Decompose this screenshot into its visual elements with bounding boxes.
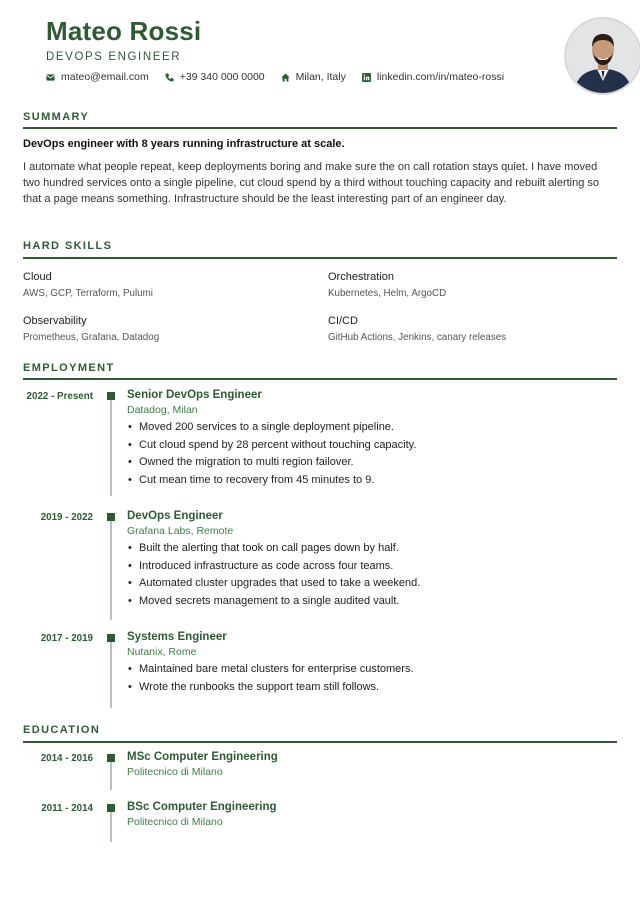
skill-cicd	[328, 315, 608, 343]
timeline-marker	[107, 392, 115, 400]
linkedin-icon	[362, 73, 371, 82]
profile-photo-illustration	[566, 19, 640, 93]
job-bullet: • Introduced infrastructure as code across four teams.	[127, 558, 607, 576]
education-entry	[127, 801, 607, 828]
skills-divider	[23, 257, 617, 259]
timeline-marker	[107, 513, 115, 521]
skill-orchestration	[328, 271, 608, 299]
edu-dates: 2011 - 2014	[41, 803, 93, 814]
job-entry	[127, 510, 607, 610]
job-bullet: • Cut cloud spend by 28 percent without touching capacity.	[127, 437, 607, 455]
job-dates: 2019 - 2022	[40, 512, 93, 523]
job-org: Datadog, Milan	[127, 404, 198, 416]
job-bullet: • Owned the migration to multi region failover.	[127, 454, 607, 472]
job-org: Grafana Labs, Remote	[127, 525, 234, 537]
candidate-role: DEVOPS ENGINEER	[46, 51, 182, 63]
timeline-segment	[110, 807, 112, 842]
education-heading: EDUCATION	[23, 724, 101, 736]
degree-title: MSc Computer Engineering	[127, 751, 278, 763]
job-bullet: • Maintained bare metal clusters for enterprise customers.	[127, 661, 607, 679]
skills-heading: HARD SKILLS	[23, 240, 113, 252]
contact-email[interactable]	[46, 71, 149, 83]
summary-lead: DevOps engineer with 8 years running infrastructure at scale.	[23, 138, 345, 150]
summary-body: I automate what people repeat, keep deployments boring and make sure the on call rotation stays quiet. I have moved two hundred services onto a single pipeline, cut cloud spend by a third without touching capacity and rebuilt alerting so that a page means something. Infrastructure should be the least interesting part of an engineer day.	[23, 161, 600, 205]
job-bullets	[127, 419, 607, 489]
skill-cloud	[23, 271, 303, 299]
contact-phone[interactable]	[165, 71, 265, 83]
employment-divider	[23, 378, 617, 380]
timeline-marker	[107, 634, 115, 642]
education-entry	[127, 751, 607, 778]
degree-title: BSc Computer Engineering	[127, 801, 277, 813]
job-title: DevOps Engineer	[127, 510, 223, 522]
timeline-segment	[110, 517, 112, 620]
job-title: Systems Engineer	[127, 631, 227, 643]
skill-list: Kubernetes, Helm, ArgoCD	[328, 288, 447, 299]
contact-location-text: Milan, Italy	[295, 71, 346, 83]
timeline-segment	[110, 638, 112, 708]
contact-linkedin-text: linkedin.com/in/mateo-rossi	[376, 71, 505, 83]
skill-list: GitHub Actions, Jenkins, canary releases	[328, 332, 507, 343]
timeline-marker	[107, 754, 115, 762]
school-name: Politecnico di Milano	[127, 816, 223, 828]
job-bullet: • Moved 200 services to a single deployment pipeline.	[127, 419, 607, 437]
resume-header	[23, 0, 617, 100]
home-icon	[281, 73, 290, 82]
skill-list: AWS, GCP, Terraform, Pulumi	[23, 288, 153, 299]
job-dates: 2022 - Present	[26, 391, 93, 402]
contact-row	[46, 71, 504, 83]
contact-phone-text: +39 340 000 0000	[179, 71, 265, 83]
job-entry	[127, 389, 607, 489]
job-dates: 2017 - 2019	[40, 633, 93, 644]
contact-email-text: mateo@email.com	[61, 71, 149, 83]
job-bullet: • Built the alerting that took on call pages down by half.	[127, 540, 607, 558]
job-title: Senior DevOps Engineer	[127, 389, 262, 401]
job-bullet: • Wrote the runbooks the support team still follows.	[127, 679, 607, 697]
job-bullet: • Moved secrets management to a single audited vault.	[127, 593, 607, 611]
job-bullet: • Cut mean time to recovery from 45 minutes to 9.	[127, 472, 607, 490]
job-bullet: • Automated cluster upgrades that used to take a weekend.	[127, 575, 607, 593]
job-org: Nutanix, Rome	[127, 646, 197, 658]
contact-location	[281, 71, 346, 83]
phone-icon	[165, 73, 174, 82]
skill-name: Orchestration	[328, 271, 395, 283]
employment-heading: EMPLOYMENT	[23, 362, 115, 374]
job-bullets	[127, 540, 607, 610]
job-bullets	[127, 661, 607, 696]
school-name: Politecnico di Milano	[127, 766, 223, 778]
candidate-name: Mateo Rossi	[46, 16, 202, 46]
skill-name: CI/CD	[328, 315, 358, 327]
education-divider	[23, 741, 617, 743]
contact-linkedin[interactable]	[362, 71, 504, 83]
skill-observability	[23, 315, 303, 343]
edu-dates: 2014 - 2016	[40, 753, 93, 764]
profile-photo	[564, 17, 640, 95]
skill-name: Cloud	[23, 271, 52, 283]
timeline-segment	[110, 396, 112, 496]
skill-name: Observability	[23, 315, 87, 327]
timeline-marker	[107, 804, 115, 812]
mail-icon	[46, 73, 55, 82]
summary-divider	[23, 127, 617, 129]
summary-heading: SUMMARY	[23, 111, 90, 123]
job-entry	[127, 631, 607, 696]
skill-list: Prometheus, Grafana, Datadog	[23, 332, 160, 343]
